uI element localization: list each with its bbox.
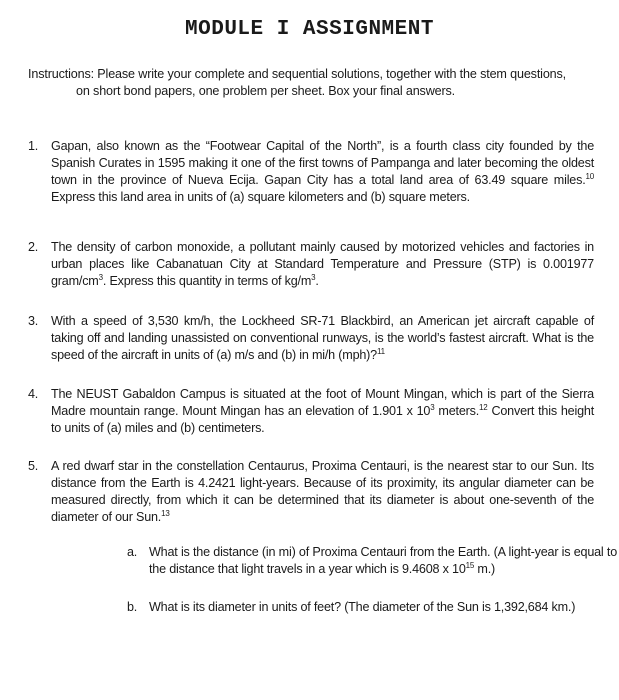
exponent: 3: [430, 402, 435, 412]
exponent: 15: [465, 560, 475, 570]
problem-text: The NEUST Gabaldon Campus is situated at the foot of Mount Mingan, which is part of the Sierra Madre mountain range. Mount Mingan has an elevation of 1.901 x $10^3$ meters.$^{12}$ Convert this height to units of (a) miles and (b) centimeters.: [51, 387, 594, 435]
problem-number: 1.: [28, 139, 39, 153]
problem-text: A red dwarf star in the constellation Centaurus, Proxima Centauri, is the nearest star to our Sun. Its distance from the Earth is 4.2421 light-years. Because of its proximity, its angular diameter can be measured directly, from which it can be determined that its diameter is about one-seventh of the diameter of our Sun.$^{13}$: [51, 459, 594, 524]
exponent: 3: [311, 272, 316, 282]
instructions-line-2: on short bond papers, one problem per sheet. Box your final answers.: [76, 84, 456, 98]
problem-4: [28, 386, 594, 437]
problem-2: [28, 239, 594, 290]
problem-3: [28, 313, 594, 364]
problem-5: [28, 458, 594, 526]
page-title: MODULE I ASSIGNMENT: [185, 18, 434, 41]
problem-5-part-b: [127, 599, 617, 616]
problem-number: 5.: [28, 459, 39, 473]
problem-text: The density of carbon monoxide, a pollutant mainly caused by motorized vehicles and factories in urban places like Cabanatuan City at Standard Temperature and Pressure (STP) is 0.001977 gram/$cm^3$. Express this quantity in terms of $kg/m^3$.: [51, 240, 594, 288]
exponent: 3: [98, 272, 103, 282]
problem-text: With a speed of 3,530 km/h, the Lockheed SR-71 Blackbird, an American jet aircraft capable of taking off and landing unassisted on conventional runways, is the world’s fastest aircraft. What is the speed of the aircraft in units of (a) m/s and (b) in mi/h (mph)?$^{11}$: [51, 314, 594, 362]
part-text: What is the distance (in mi) of Proxima Centauri from the Earth. (A light-year is equal to the distance that light travels in a year which is 9.4608 x $10^{15}$ m.): [149, 545, 617, 576]
footnote-ref: 12: [479, 402, 488, 412]
problem-5-part-a: [127, 544, 617, 578]
part-label: a.: [127, 545, 138, 559]
problem-number: 4.: [28, 387, 39, 401]
footnote-ref: 11: [376, 346, 385, 356]
footnote-ref: 13: [161, 508, 170, 518]
problem-number: 2.: [28, 240, 39, 254]
problem-number: 3.: [28, 314, 39, 328]
problem-text: Gapan, also known as the “Footwear Capital of the North”, is a fourth class city founded by the Spanish Curates in 1595 making it one of the first towns of Pampanga and later becoming the oldest town in the province of Nueva Ecija. Gapan City has a total land area of 63.49 square miles.$^{10}$ Express this land area in units of (a) square kilometers and (b) square meters.: [51, 139, 594, 204]
part-text: What is its diameter in units of feet? (The diameter of the Sun is 1,392,684 km.): [149, 600, 576, 614]
footnote-ref: 10: [585, 171, 594, 181]
instructions-line-1: Instructions: Please write your complete and sequential solutions, together with the stem questions,: [28, 67, 567, 81]
instructions: [28, 66, 598, 100]
part-label: b.: [127, 600, 138, 614]
problem-1: [28, 138, 594, 206]
